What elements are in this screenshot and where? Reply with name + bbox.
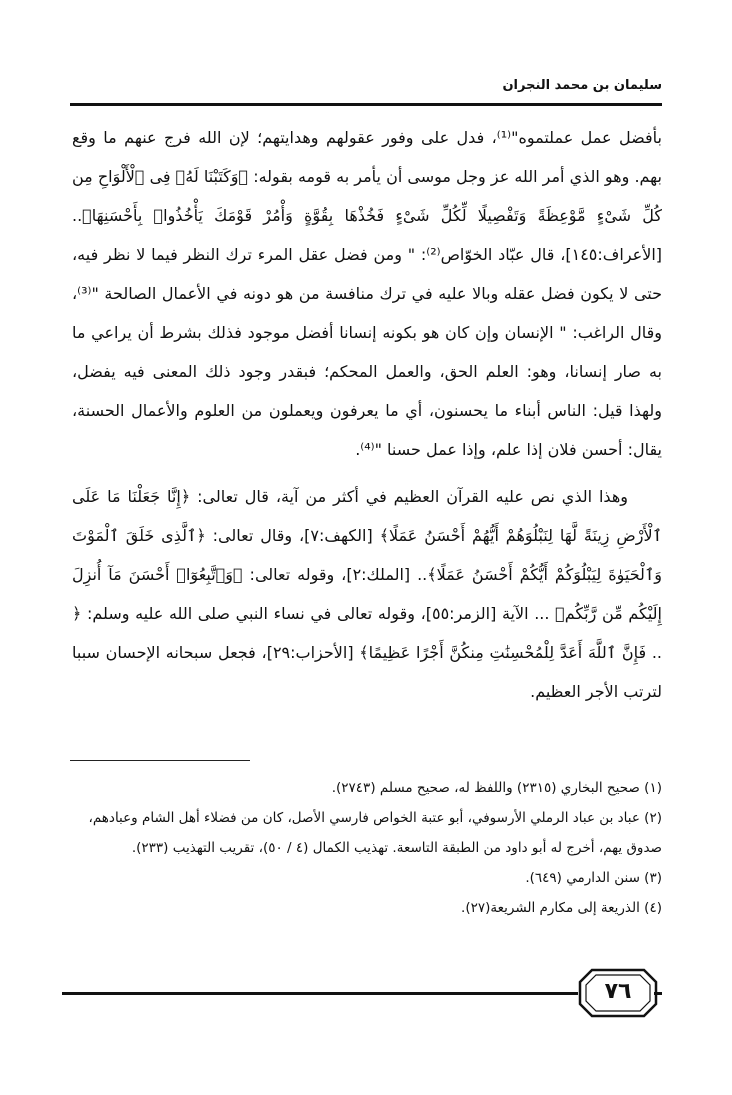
- footnote-2: (٢) عباد بن عباد الرملي الأرسوفي، أبو عتبة الخواص فارسي الأصل، كان من فضلاء أهل الشام وعبادهم، صدوق يهم، أخرج له أبو داود من الطبقة التاسعة. تهذيب الكمال (٤ / ٥٠)، تقريب التهذيب (٢٣٣).: [88, 810, 662, 856]
- main-text: [72, 118, 662, 719]
- footer-rule: [62, 992, 578, 995]
- paragraph-1: بأفضل عمل عملتموه"⁽¹⁾، فدل على وفور عقولهم وهدايتهم؛ لإن الله فرج عنهم ما وقع بهم. وهو الذي أمر الله عز وجل موسى أن يأمر به قومه بقوله: ﴿وَكَتَبْنَا لَهُۥ فِى ٱلْأَلْوَاحِ مِن كُلِّ شَىْءٍ مَّوْعِظَةً وَتَفْصِيلًا لِّكُلِّ شَىْءٍ فَخُذْهَا بِقُوَّةٍ وَأْمُرْ قَوْمَكَ يَأْخُذُوا۟ بِأَحْسَنِهَا﴾.. [الأعراف:١٤٥]، قال عبّاد الخوّاص⁽²⁾: " ومن فضل عقل المرء ترك النظر فيما لا نظر فيه، حتى لا يكون فضل عقله وبالا عليه في ترك منافسة من هو دونه في الأعمال الصالحة "⁽³⁾، وقال الراغب: " الإنسان وإن كان هو بكونه إنسانا أفضل موجود فذلك بشرط أن يراعي ما به صار إنسانا، وهو: العلم الحق، والعمل المحكم؛ فبقدر وجود ذلك المعنى فيه يفضل، ولهذا قيل: الناس أبناء ما يحسنون، أي ما يعرفون ويعملون من العلوم والأعمال الحسنة، يقال: أحسن فلان إذا علم، وإذا عمل حسنا "⁽⁴⁾.: [72, 128, 662, 459]
- footnotes: [72, 773, 662, 923]
- header-rule: [70, 103, 662, 106]
- footnote-3: (٣) سنن الدارمي (٦٤٩).: [525, 870, 662, 886]
- footnote-separator: [70, 760, 250, 761]
- footnote-1: (١) صحيح البخاري (٢٣١٥) واللفظ له، صحيح مسلم (٢٧٤٣).: [331, 780, 662, 796]
- running-header: [70, 70, 662, 106]
- footnote-4: (٤) الذريعة إلى مكارم الشريعة(٢٧).: [461, 900, 662, 916]
- footer-rule-right: [654, 992, 662, 995]
- page-number-badge: [578, 968, 658, 1018]
- page-number: ٧٦: [604, 979, 632, 1004]
- header-author: سليمان بن محمد النجران: [502, 78, 662, 93]
- page-footer: [62, 968, 662, 1018]
- paragraph-2: وهذا الذي نص عليه القرآن العظيم في أكثر من آية، قال تعالى: ﴿إِنَّا جَعَلْنَا مَا عَلَى ٱلْأَرْضِ زِينَةً لَّهَا لِنَبْلُوَهُمْ أَيُّهُمْ أَحْسَنُ عَمَلًا﴾ [الكهف:٧]، وقال تعالى: ﴿ٱلَّذِى خَلَقَ ٱلْمَوْتَ وَٱلْحَيَوٰةَ لِيَبْلُوَكُمْ أَيُّكُمْ أَحْسَنُ عَمَلًا﴾.. [الملك:٢]، وقوله تعالى: ﴿وَٱتَّبِعُوٓا۟ أَحْسَنَ مَآ أُنزِلَ إِلَيْكُم مِّن رَّبِّكُم﴾ ... الآية [الزمر:٥٥]، وقوله تعالى في نساء النبي صلى الله عليه وسلم: ﴿ .. فَإِنَّ ٱللَّهَ أَعَدَّ لِلْمُحْسِنَٰتِ مِنكُنَّ أَجْرًا عَظِيمًا﴾ [الأحزاب:٢٩]، فجعل سبحانه الإحسان سببا لترتب الأجر العظيم.: [72, 487, 663, 701]
